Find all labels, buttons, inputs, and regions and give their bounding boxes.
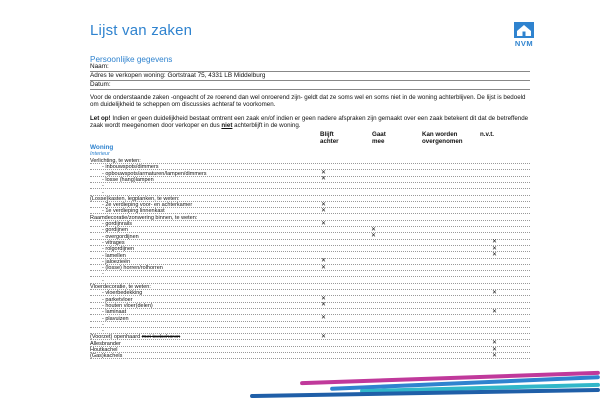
group-subtitle: Interieur	[90, 151, 110, 157]
table-row	[90, 284, 530, 290]
table-row	[90, 183, 530, 189]
table-row	[90, 215, 530, 221]
table-row	[90, 227, 530, 233]
table-row	[90, 278, 530, 284]
row-label: - 2e verdieping voor- en achterkamer	[102, 202, 193, 209]
table-row	[90, 353, 530, 359]
table-row	[90, 253, 530, 259]
group-title: Woning	[90, 144, 114, 151]
field-date: Datum:	[90, 81, 530, 90]
column-header-blijft: Blijft achter	[320, 131, 339, 145]
page-title: Lijst van zaken	[90, 22, 193, 39]
column-header-gaat: Gaat mee	[372, 131, 386, 145]
mark-gaat: ✕	[371, 233, 377, 240]
table-row	[90, 246, 530, 252]
table-row	[90, 290, 530, 296]
mark-blijft: ✕	[321, 302, 327, 309]
row-label: (Losse)kasten, legplanken, te weten:	[90, 195, 180, 202]
row-label-struck: met toebehoren	[141, 334, 181, 341]
table-row	[90, 164, 530, 170]
row-label: Allesbrander	[90, 340, 121, 347]
house-icon	[514, 22, 534, 38]
mark-nvt: ✕	[492, 252, 498, 258]
section-title-personal: Persoonlijke gegevens	[90, 55, 173, 64]
row-label: -	[102, 271, 104, 278]
mark-nvt: ✕	[492, 308, 498, 315]
row-label: - 1e verdieping linnenkast	[102, 208, 165, 215]
warning-lead: Let op!	[90, 115, 111, 122]
table-row	[90, 271, 530, 277]
row-label: - losse (hang)lampen	[102, 176, 154, 183]
table-row	[90, 334, 530, 340]
row-label: (Gas)kachels	[90, 353, 123, 360]
warning-emphasis: niet	[221, 122, 233, 129]
mark-blijft: ✕	[321, 258, 327, 265]
intro-paragraph: Voor de onderstaande zaken -ongeacht of ze roerend dan wel onroerend zijn- geldt dat ze soms wel en soms niet in de woning achterblijven. De lijst is bedoeld om duidelijkheid te scheppen om discussies achteraf te voorkomen.	[90, 94, 526, 108]
table-row	[90, 202, 530, 208]
row-label: -	[102, 321, 104, 328]
table-row	[90, 316, 530, 322]
row-label	[90, 334, 180, 340]
row-label: Raamdecoratie/zonwering binnen, te weten:	[90, 214, 198, 221]
row-label: Vloerdecoratie, te weten:	[90, 284, 151, 290]
row-label: - inbouwspots/dimmers	[102, 164, 159, 171]
row-label: -	[102, 328, 104, 335]
table-row	[90, 190, 530, 196]
table-row	[90, 171, 530, 177]
row-label: - opbouwspots/armaturen/lampen/dimmers	[102, 170, 207, 177]
table-row	[90, 259, 530, 265]
row-label: - plavuizen	[102, 315, 129, 322]
mark-nvt: ✕	[492, 352, 498, 359]
row-label: - parketvloer	[102, 296, 133, 303]
row-label: - houten vloer(delen)	[102, 302, 153, 309]
mark-nvt: ✕	[492, 346, 498, 353]
row-label: -	[102, 189, 104, 196]
mark-nvt: ✕	[492, 289, 498, 296]
table-row	[90, 177, 530, 183]
row-label: - vloerbedekking	[102, 290, 143, 297]
column-header-overname: Kan worden overgenomen	[422, 131, 463, 145]
table-row	[90, 208, 530, 214]
row-label: - (losse) horren/rolhorren	[102, 265, 163, 272]
row-label-text: (Voorzet) openhaard	[90, 334, 142, 341]
table-row	[90, 328, 530, 334]
row-label: - gordijnen	[102, 227, 128, 234]
row-label: - overgordijnen	[102, 233, 139, 240]
row-label: - vitrages	[102, 239, 125, 246]
row-label: Houtkachel	[90, 347, 118, 353]
table-row	[90, 196, 530, 202]
row-label: - jaloezieën	[102, 258, 131, 265]
row-label: - rolgordijnen	[102, 246, 135, 253]
row-label: - gordijnrails	[102, 221, 132, 227]
row-label: - laminaat	[102, 309, 127, 316]
mark-blijft: ✕	[321, 220, 327, 227]
field-address: Adres te verkopen woning: Gortstraat 75, 4331 LB Middelburg	[90, 72, 530, 81]
mark-blijft: ✕	[321, 296, 327, 303]
table-row	[90, 265, 530, 271]
row-label: -	[102, 277, 104, 284]
mark-blijft: ✕	[321, 170, 327, 177]
table-row	[90, 347, 530, 353]
row-label: -	[102, 183, 104, 190]
mark-blijft: ✕	[321, 176, 327, 183]
field-name: Naam:	[90, 63, 530, 72]
mark-nvt: ✕	[492, 340, 498, 347]
warning-text: Indien er geen duidelijkheid bestaat omtrent een zaak en/of indien er geen nadere afspraken zijn gemaakt over een zaak betekent dit dat de betreffende zaak wordt meegenomen door verkoper en dus	[90, 115, 529, 129]
mark-blijft: ✕	[321, 201, 327, 208]
warning-text-end: achterblijft in de woning.	[232, 122, 301, 129]
table-row	[90, 341, 530, 347]
table-row	[90, 240, 530, 246]
mark-blijft: ✕	[321, 315, 327, 321]
mark-nvt: ✕	[492, 239, 498, 246]
row-label: - lamellen	[102, 252, 126, 259]
nvm-logo	[506, 22, 542, 52]
table-row	[90, 221, 530, 227]
mark-blijft: ✕	[321, 207, 327, 214]
table-row	[90, 158, 530, 164]
column-header-nvt: n.v.t.	[480, 131, 494, 138]
table-row	[90, 303, 530, 309]
logo-text: NVM	[514, 39, 534, 48]
mark-nvt: ✕	[492, 245, 498, 252]
table-row	[90, 309, 530, 315]
warning-paragraph	[90, 115, 532, 129]
table-row	[90, 234, 530, 240]
mark-blijft: ✕	[321, 264, 327, 271]
row-label: Verlichting, te weten:	[90, 158, 141, 164]
mark-gaat: ✕	[371, 226, 377, 233]
table-row	[90, 322, 530, 328]
table-row	[90, 297, 530, 303]
mark-blijft: ✕	[321, 333, 327, 340]
